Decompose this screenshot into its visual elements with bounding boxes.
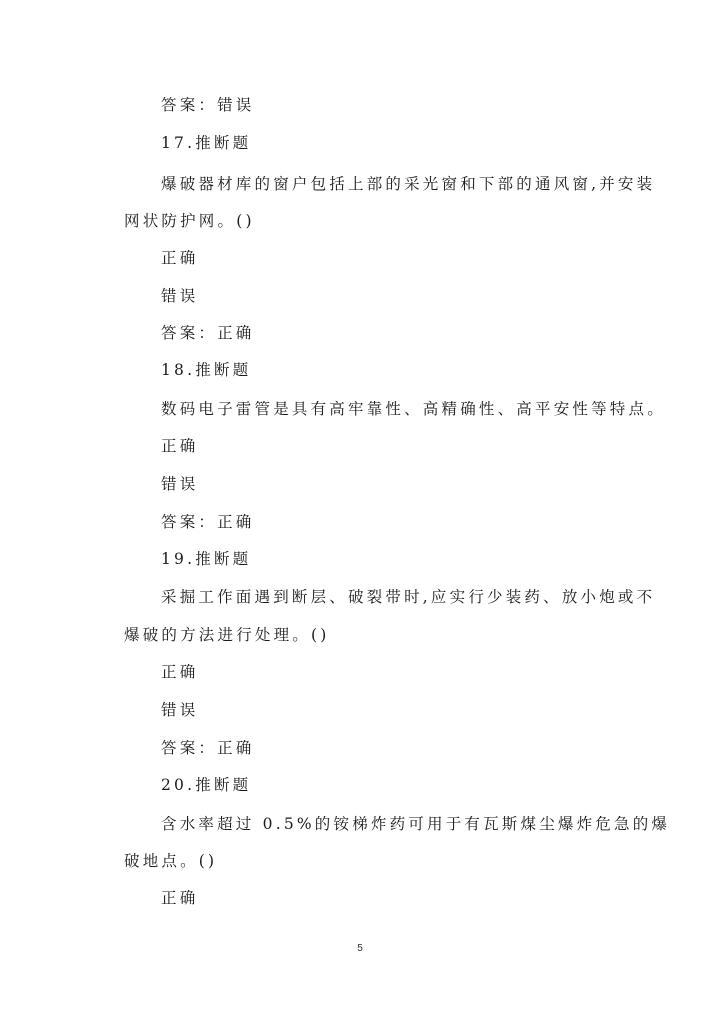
answer-line: 答案：正确 (161, 739, 255, 757)
question-text-continued: 爆破的方法进行处理。() (124, 626, 330, 644)
option-true: 正确 (161, 249, 199, 267)
question-text-continued: 破地点。() (124, 852, 218, 870)
answer-line: 答案：错误 (161, 96, 255, 114)
answer-line: 答案：正确 (161, 513, 255, 531)
question-heading: 19.推断题 (161, 550, 252, 568)
question-heading: 17.推断题 (161, 134, 252, 152)
question-heading: 20.推断题 (161, 776, 252, 794)
option-false: 错误 (161, 475, 199, 493)
answer-line: 答案：正确 (161, 324, 255, 342)
question-text: 采掘工作面遇到断层、破裂带时,应实行少装药、放小炮或不 (161, 588, 656, 606)
question-heading: 18.推断题 (161, 361, 252, 379)
option-true: 正确 (161, 663, 199, 681)
page-number: 5 (357, 943, 363, 954)
option-true: 正确 (161, 437, 199, 455)
question-text: 爆破器材库的窗户包括上部的采光窗和下部的通风窗,并安装 (161, 175, 656, 193)
option-true: 正确 (161, 889, 199, 907)
option-false: 错误 (161, 287, 199, 305)
question-text-continued: 网状防护网。() (124, 212, 255, 230)
question-text: 含水率超过 0.5%的铵梯炸药可用于有瓦斯煤尘爆炸危急的爆 (161, 815, 671, 833)
question-text: 数码电子雷管是具有高牢靠性、高精确性、高平安性等特点。 (161, 400, 666, 418)
option-false: 错误 (161, 701, 199, 719)
